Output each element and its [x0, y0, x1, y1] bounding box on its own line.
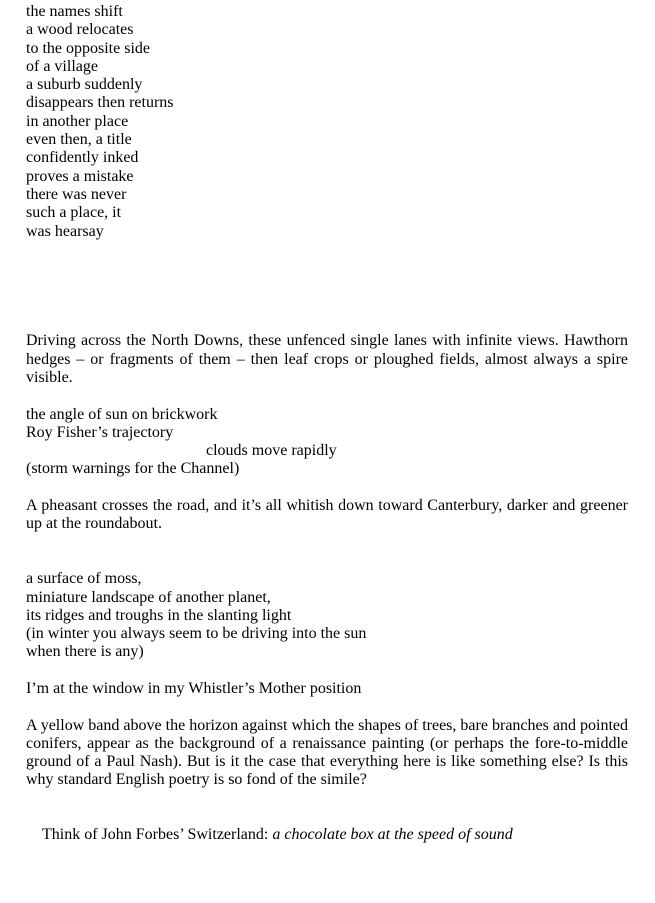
- paragraph-pheasant: A pheasant crosses the road, and it’s all whitish down toward Canterbury, darker and greener up at the roundabout.: [26, 497, 628, 533]
- poem-line: the angle of sun on brickwork: [26, 405, 218, 423]
- poem-line: a surface of moss,: [26, 570, 142, 588]
- blank-space: [26, 387, 628, 405]
- poem-line: Roy Fisher’s trajectory: [26, 423, 174, 441]
- poem-line: (storm warnings for the Channel): [26, 460, 240, 478]
- poem-line: a suburb suddenly: [26, 76, 143, 94]
- blank-space: [26, 241, 628, 333]
- poem-line: confidently inked: [26, 149, 139, 167]
- poem-line: (in winter you always seem to be driving into the sun: [26, 625, 367, 643]
- poem-line: was hearsay: [26, 222, 104, 240]
- blank-space: [26, 534, 628, 571]
- blank-space: [26, 790, 628, 808]
- poem-line: in another place: [26, 112, 129, 130]
- blank-space: [26, 662, 628, 680]
- blank-space: [26, 479, 628, 497]
- poem-opening-stanza: [26, 3, 628, 241]
- line-forbes-italic: a chocolate box at the speed of sound: [272, 826, 513, 844]
- poem-line-indented: clouds move rapidly: [206, 442, 337, 460]
- poem-line: a wood relocates: [26, 21, 134, 39]
- poem-line: even then, a title: [26, 131, 132, 149]
- poem-line: proves a mistake: [26, 167, 134, 185]
- stanza-brickwork: [26, 406, 628, 479]
- poem-line: disappears then returns: [26, 94, 174, 112]
- paragraph-yellow-band: A yellow band above the horizon against which the shapes of trees, bare branches and pointed conifers, appear as the background of a renaissance painting (or perhaps the fore-to-middle ground of a Paul Nash). But is it the case that everything here is like something else? Is this why standard English poetry is so fond of the simile?: [26, 716, 628, 789]
- line-whistler: I’m at the window in my Whistler’s Mother position: [26, 680, 362, 697]
- poem-line: to the opposite side: [26, 39, 150, 57]
- blank-space: [26, 698, 628, 716]
- poem-line: its ridges and troughs in the slanting light: [26, 606, 292, 624]
- line-forbes: [26, 808, 628, 863]
- line-forbes-prefix: Think of John Forbes’ Switzerland:: [42, 826, 273, 844]
- poem-line: when there is any): [26, 643, 144, 661]
- poem-line: of a village: [26, 57, 98, 75]
- poem-line: there was never: [26, 185, 127, 203]
- poem-line: miniature landscape of another planet,: [26, 588, 271, 606]
- paragraph-north-downs: Driving across the North Downs, these unfenced single lanes with infinite views. Hawthorn hedges – or fragments of them – then leaf crops or ploughed fields, almost always a spire visible.: [26, 332, 628, 386]
- poem-line: such a place, it: [26, 204, 122, 222]
- poem-line: the names shift: [26, 3, 123, 20]
- stanza-moss: [26, 570, 628, 661]
